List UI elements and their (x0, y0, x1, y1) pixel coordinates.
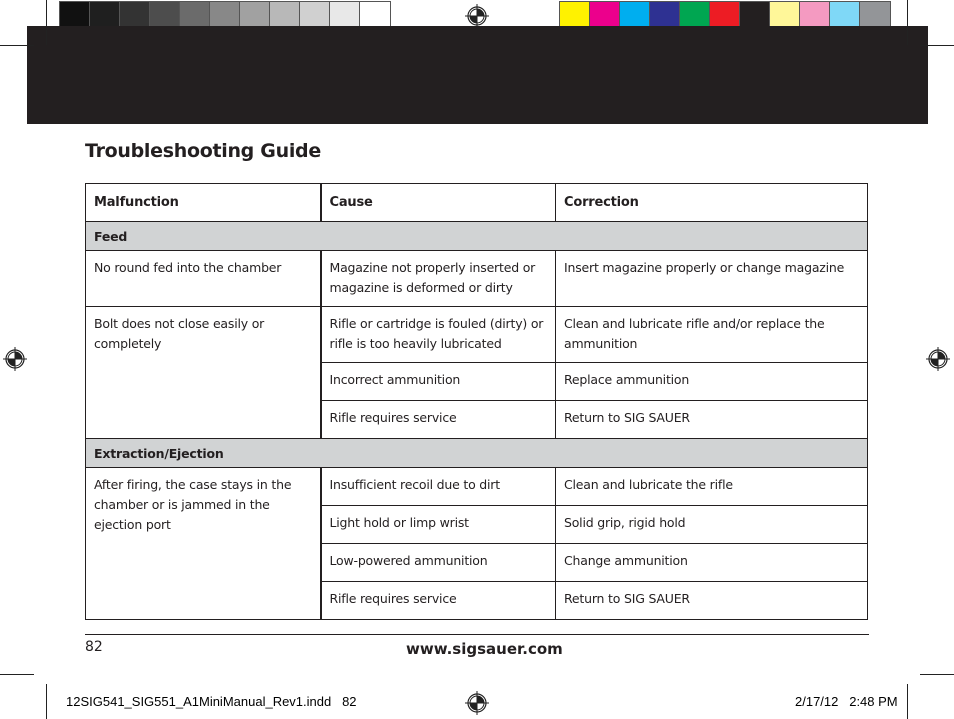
malfunction-cell: Bolt does not close easily or completely (86, 307, 321, 439)
slug-datetime: 2/17/12 2:48 PM (795, 694, 898, 709)
crop-mark (0, 45, 34, 46)
registration-target-icon (926, 347, 950, 371)
page-title: Troubleshooting Guide (85, 140, 321, 162)
cause-cell: Incorrect ammunition (321, 363, 556, 401)
correction-cell: Return to SIG SAUER (556, 401, 868, 439)
table-row (86, 251, 868, 307)
crop-mark (920, 45, 954, 46)
registration-target-icon (465, 4, 489, 28)
crop-mark (46, 0, 47, 45)
table-header-row (86, 184, 868, 222)
table-row (86, 307, 868, 363)
table-row (86, 468, 868, 506)
section-row (86, 222, 868, 251)
correction-cell: Clean and lubricate the rifle (556, 468, 868, 506)
crop-mark (0, 674, 34, 675)
correction-cell: Change ammunition (556, 544, 868, 582)
cause-cell: Insufficient recoil due to dirt (321, 468, 556, 506)
page-number: 82 (85, 639, 103, 655)
section-row (86, 439, 868, 468)
cause-cell: Magazine not properly inserted or magazine is deformed or dirty (321, 251, 556, 307)
cause-cell: Rifle requires service (321, 582, 556, 620)
cause-cell: Low-powered ammunition (321, 544, 556, 582)
registration-target-icon (3, 347, 27, 371)
correction-cell: Clean and lubricate rifle and/or replace the ammunition (556, 307, 868, 363)
section-label: Extraction/Ejection (86, 439, 868, 468)
crop-mark (46, 684, 47, 719)
malfunction-cell: After firing, the case stays in the chamber or is jammed in the ejection port (86, 468, 321, 620)
registration-target-icon (465, 691, 489, 715)
header-malfunction: Malfunction (86, 184, 321, 222)
correction-cell: Return to SIG SAUER (556, 582, 868, 620)
cause-cell: Rifle requires service (321, 401, 556, 439)
header-band (27, 26, 928, 124)
correction-cell: Solid grip, rigid hold (556, 506, 868, 544)
crop-mark (907, 684, 908, 719)
header-cause: Cause (321, 184, 556, 222)
header-correction: Correction (556, 184, 868, 222)
section-label: Feed (86, 222, 868, 251)
footer-rule (85, 634, 869, 635)
cause-cell: Rifle or cartridge is fouled (dirty) or rifle is too heavily lubricated (321, 307, 556, 363)
correction-cell: Replace ammunition (556, 363, 868, 401)
crop-mark (907, 0, 908, 45)
malfunction-cell: No round fed into the chamber (86, 251, 321, 307)
troubleshooting-table (85, 183, 868, 620)
cause-cell: Light hold or limp wrist (321, 506, 556, 544)
footer-url: www.sigsauer.com (406, 640, 563, 658)
slug-filename: 12SIG541_SIG551_A1MiniManual_Rev1.indd 82 (66, 694, 357, 709)
correction-cell: Insert magazine properly or change magazine (556, 251, 868, 307)
crop-mark (920, 674, 954, 675)
